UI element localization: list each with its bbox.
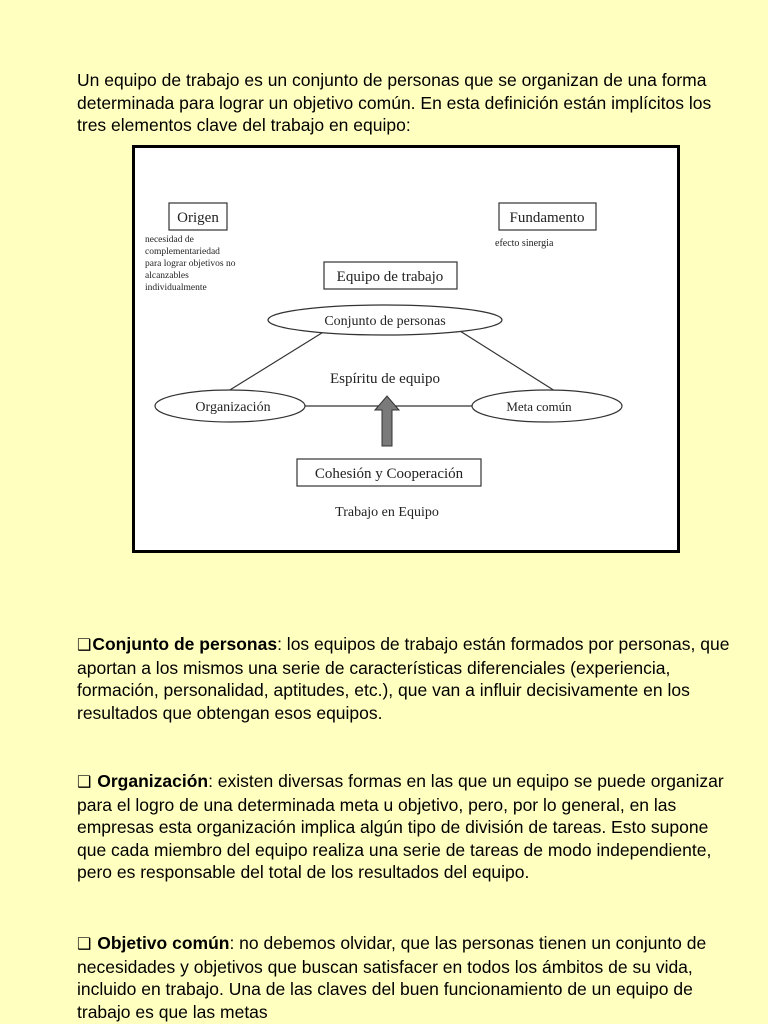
meta-label: Meta común: [506, 399, 572, 414]
espiritu-label: Espíritu de equipo: [330, 371, 440, 387]
item-conjunto-personas: [77, 633, 737, 724]
checkbox-bullet-icon: ❑: [77, 635, 92, 654]
organizacion-label: Organización: [195, 400, 271, 415]
equipo-label: Equipo de trabajo: [336, 269, 444, 285]
diagram-caption: Trabajo en Equipo: [335, 505, 439, 520]
item-title: Conjunto de personas: [92, 634, 278, 654]
item-organizacion: [77, 770, 737, 884]
origen-description: necesidad de complementariedad para lograr objetivos no alcanzables individualmente: [145, 235, 236, 293]
intro-paragraph: Un equipo de trabajo es un conjunto de personas que se organizan de una forma determinada para lograr un objetivo común. En esta definición están implícitos los tres elementos clave del trabajo en equipo:: [77, 70, 712, 135]
item-title: Organización: [97, 771, 209, 791]
item-objetivo-comun: [77, 932, 737, 1023]
item-text: : no debemos olvidar, que las personas tienen un conjunto de necesidades y objetivos que buscan satisfacer en todos los ámbitos de su vida, incluido en trabajo. Una de las claves del buen funcionamiento de un equipo de trabajo es que las metas: [77, 933, 707, 1022]
fundamento-label: Fundamento: [509, 210, 585, 226]
conjunto-label: Conjunto de personas: [324, 314, 446, 329]
up-arrow-icon: [375, 396, 399, 446]
team-diagram: [132, 145, 680, 553]
origen-label: Origen: [177, 210, 219, 226]
item-text: : existen diversas formas en las que un equipo se puede organizar para el logro de una determinada meta u objetivo, pero, por lo general, en las empresas esta organización implica algún tipo de división de tareas. Esto supone que cada miembro del equipo realiza una serie de tareas de modo independiente, pero es responsable del total de los resultados del equipo.: [77, 771, 724, 882]
cohesion-label: Cohesión y Cooperación: [314, 466, 464, 482]
team-diagram-svg: [135, 148, 677, 550]
item-text: : los equipos de trabajo están formados por personas, que aportan a los mismos una serie de características diferenciales (experiencia, formación, personalidad, aptitudes, etc.), que van a influir decisivamente en los resultados que obtengan esos equipos.: [77, 634, 730, 723]
checkbox-bullet-icon: ❑: [77, 934, 92, 953]
checkbox-bullet-icon: ❑: [77, 772, 92, 791]
item-title: Objetivo común: [97, 933, 230, 953]
fundamento-description: efecto sinergia: [495, 238, 554, 249]
